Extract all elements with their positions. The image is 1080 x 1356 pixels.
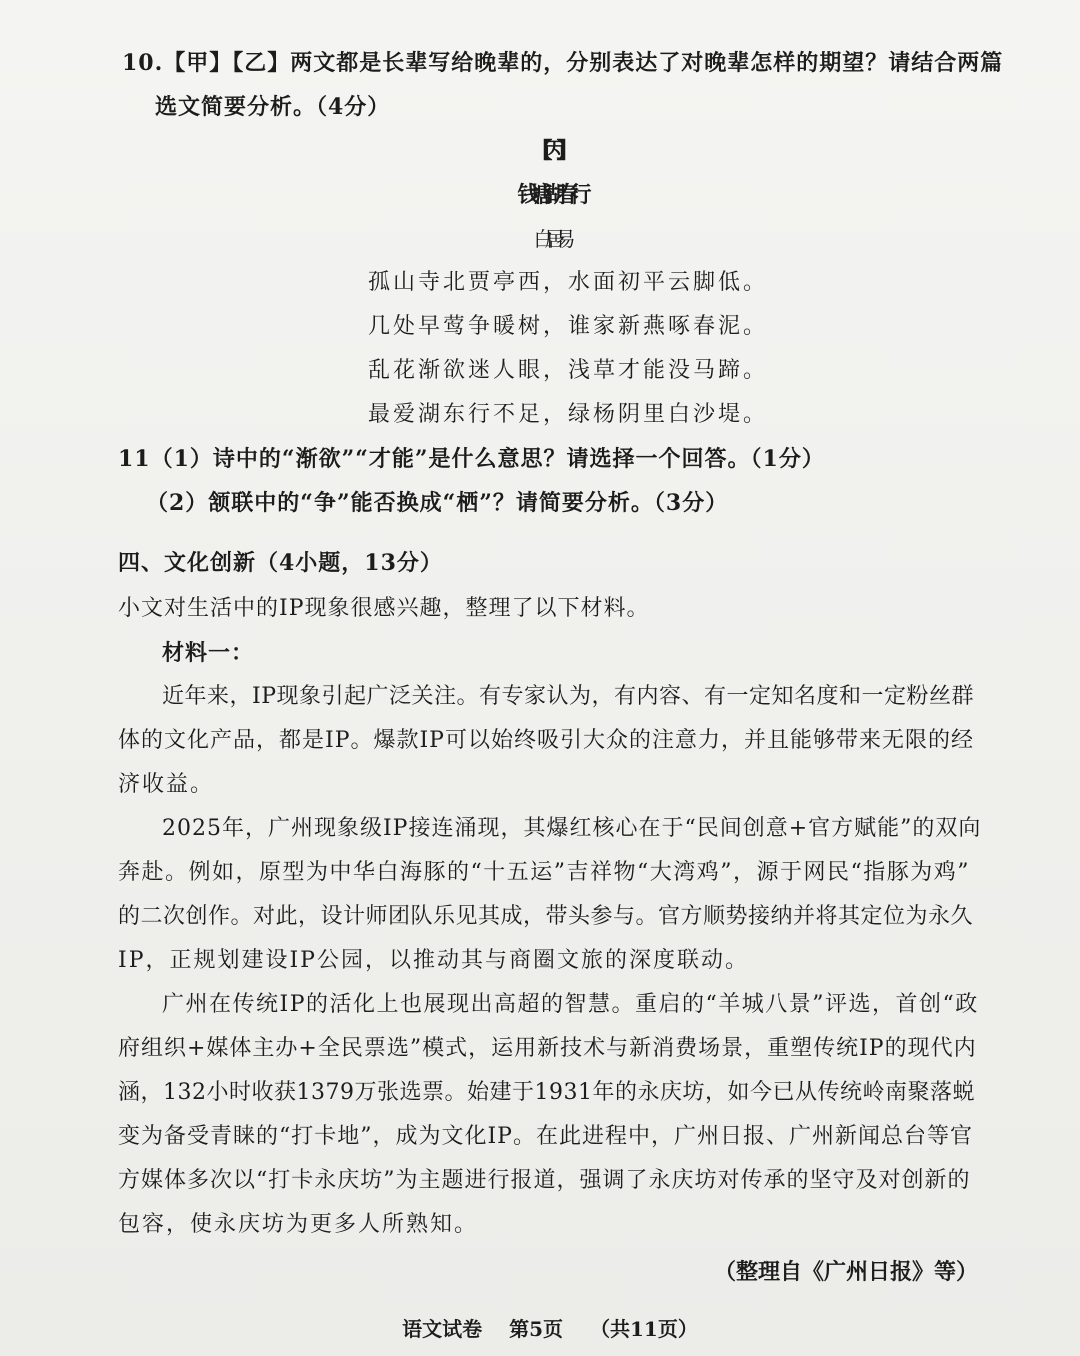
- footer-page-number: 第5页: [509, 1317, 564, 1341]
- footer-subject: 语文试卷: [402, 1317, 483, 1341]
- source-citation: （整理自《广州日报》等）: [713, 1259, 978, 1285]
- paragraph-line: 体的文化产品，都是IP。爆款IP可以始终吸引大众的注意力，并且能够带来无限的经: [118, 728, 974, 753]
- paragraph-line: 的二次创作。对此，设计师团队乐见其成，带头参与。官方顺势接纳并将其定位为永久: [118, 904, 974, 929]
- material-label: 材料一：: [162, 640, 255, 666]
- poem-line: 孤山寺北贾亭西，水面初平云脚低。: [368, 270, 769, 295]
- section-intro: 小文对生活中的IP现象很感兴趣，整理了以下材料。: [118, 596, 650, 621]
- question-10-line-1: 10.【甲】【乙】两文都是长辈写给晚辈的，分别表达了对晚辈怎样的期望？请结合两篇: [122, 50, 1004, 76]
- paragraph-line: 涵，132小时收获1379万张选票。始建于1931年的永庆坊，如今已从传统岭南聚落蜕: [118, 1080, 975, 1105]
- question-11-part-1: 11（1）诗中的“渐欲”“才能”是什么意思？请选择一个回答。（1分）: [118, 446, 825, 472]
- section-heading: 四、文化创新（4小题，13分）: [118, 550, 443, 576]
- paragraph-line: IP，正规划建设IP公园，以推动其与商圈文旅的深度联动。: [118, 948, 749, 973]
- paragraph-line: 包容，使永庆坊为更多人所熟知。: [118, 1212, 479, 1237]
- question-11-part-2: （2）颔联中的“争”能否换成“栖”？请简要分析。（3分）: [146, 490, 729, 516]
- poem-line: 最爱湖东行不足，绿杨阴里白沙堤。: [368, 402, 769, 427]
- paragraph-line: 近年来，IP现象引起广泛关注。有专家认为，有内容、有一定知名度和一定粉丝群: [162, 684, 974, 709]
- paragraph-line: 2025年，广州现象级IP接连涌现，其爆红核心在于“民间创意+官方赋能”的双向: [162, 816, 982, 841]
- paragraph-line: 府组织+媒体主办+全民票选”模式，运用新技术与新消费场景，重塑传统IP的现代内: [118, 1036, 977, 1061]
- paragraph-line: 变为备受青睐的“打卡地”，成为文化IP。在此进程中，广州日报、广州新闻总台等官: [118, 1124, 973, 1149]
- paragraph-line: 济收益。: [118, 772, 215, 797]
- paragraph-line: 奔赴。例如，原型为中华白海豚的“十五运”吉祥物“大湾鸡”，源于网民“指豚为鸡”: [118, 860, 970, 885]
- poem-author: 白居易: [533, 227, 567, 251]
- poem-label: 【丙】: [530, 138, 570, 164]
- poem-title: 钱塘湖春行: [517, 182, 583, 208]
- page-footer: [0, 1315, 1080, 1343]
- poem-line: 几处早莺争暖树，谁家新燕啄春泥。: [368, 314, 769, 339]
- question-10-line-2: 选文简要分析。（4分）: [155, 94, 391, 120]
- paragraph-line: 广州在传统IP的活化上也展现出高超的智慧。重启的“羊城八景”评选，首创“政: [162, 992, 979, 1017]
- footer-total-pages: （共11页）: [590, 1317, 698, 1341]
- paragraph-line: 方媒体多次以“打卡永庆坊”为主题进行报道，强调了永庆坊对传承的坚守及对创新的: [118, 1168, 971, 1193]
- poem-line: 乱花渐欲迷人眼，浅草才能没马蹄。: [368, 358, 769, 383]
